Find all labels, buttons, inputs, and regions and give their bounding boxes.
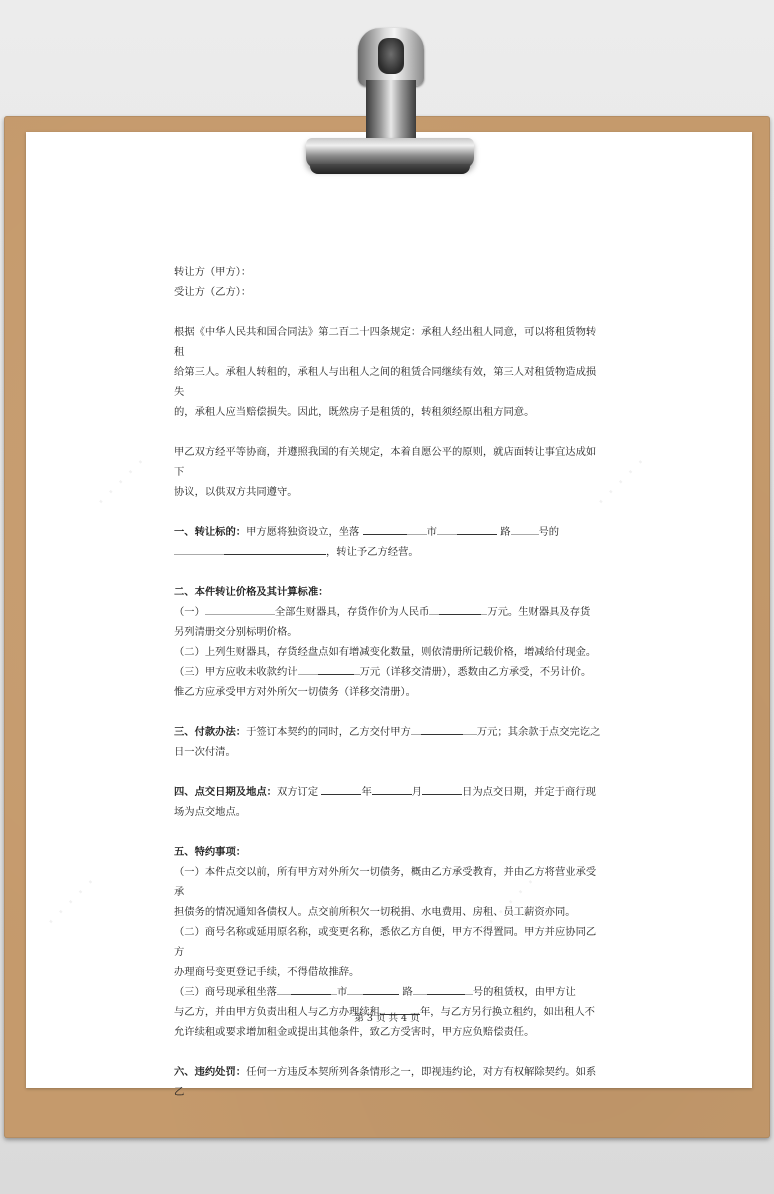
section-4-title: 四、点交日期及地点： <box>174 786 277 798</box>
transferee-line: 受让方（乙方）： <box>174 286 252 298</box>
fill-blank <box>224 542 326 555</box>
section-2-line: 另列清册交分别标明价格。 <box>174 626 298 638</box>
section-5-line: 担债务的情况通知各债权人。点交前所积欠一切税捐、水电费用、房租、员工薪资亦同。 <box>174 906 576 918</box>
watermark: · · · · · <box>40 871 103 934</box>
fill-blank <box>174 542 224 555</box>
section-2-line: （三）甲方应收未收款约计 万元（详移交清册），悉数由乙方承受，不另计价。 <box>174 662 604 682</box>
fill-blank <box>411 722 421 735</box>
fill-blank <box>407 522 427 535</box>
intro-paragraph-line: 给第三人。承租人转租的，承租人与出租人之间的租赁合同继续有效，第三人对租赁物造成损失 <box>174 366 597 398</box>
fill-blank <box>321 782 361 795</box>
page-number: 第 3 页 共 4 页 <box>354 1013 420 1024</box>
section-2-line: （二）上列生财器具，存货经盘点如有增减变化数量，则依清册所记载价格，增减给付现金。 <box>174 646 597 658</box>
watermark: · · · · · <box>480 871 543 934</box>
fill-blank <box>413 982 427 995</box>
fill-blank <box>363 982 399 995</box>
section-3-line: 三、付款办法：于签订本契约的同时，乙方交付甲方 万元；其余款于点交完讫之 <box>174 722 604 742</box>
fill-blank <box>429 602 439 615</box>
fill-blank <box>457 522 497 535</box>
section-2-line: 惟乙方应承受甲方对外所欠一切债务（详移交清册）。 <box>174 686 416 698</box>
section-5-line: 允许续租或要求增加租金或提出其他条件，致乙方受害时，甲方应负赔偿责任。 <box>174 1026 535 1038</box>
section-1-line: 一、转让标的：甲方愿将独资设立，坐落 市 路 号的 <box>174 522 604 542</box>
section-5-line: 与乙方，并由甲方负责出租人与乙方办理续租 年，与乙方另行换立租约，如出租人不 <box>174 1002 604 1022</box>
fill-blank <box>421 722 463 735</box>
contract-text <box>174 262 604 1102</box>
section-5-line: （一）本件点交以前，所有甲方对外所欠一切债务，概由乙方承受教育，并由乙方将营业承受承 <box>174 866 597 898</box>
fill-blank <box>463 722 477 735</box>
intro-paragraph-line: 根据《中华人民共和国合同法》第二百二十四条规定：承租人经出租人同意，可以将租赁物转租 <box>174 326 597 358</box>
fill-blank <box>465 982 473 995</box>
section-1-line: ，转让予乙方经营。 <box>174 542 604 562</box>
fill-blank <box>298 662 318 675</box>
fill-blank <box>347 982 363 995</box>
agreement-paragraph-line: 甲乙双方经平等协商，并遵照我国的有关规定，本着自愿公平的原则，就店面转让事宜达成如下 <box>174 446 597 478</box>
fill-blank <box>439 602 481 615</box>
fill-blank <box>437 522 457 535</box>
fill-blank <box>318 662 354 675</box>
section-5-line: （三）商号现承租坐落 市 路 号的租赁权，由甲方让 <box>174 982 604 1002</box>
section-6-title: 六、违约处罚： <box>174 1066 247 1078</box>
section-2-title: 二、本件转让价格及其计算标准： <box>174 586 329 598</box>
transferor-line: 转让方（甲方）： <box>174 266 252 278</box>
section-3-title: 三、付款办法： <box>174 726 247 738</box>
fill-blank <box>363 522 407 535</box>
section-2-line: （一） 全部生财器具，存货作价为人民币 万元。生财器具及存货 <box>174 602 604 622</box>
section-4-line: 四、点交日期及地点：双方订定 年 月 日为点交日期，并定于商行现 <box>174 782 604 802</box>
intro-paragraph-line: 的，承租人应当赔偿损失。因此，既然房子是租赁的，转租须经原出租方同意。 <box>174 406 535 418</box>
fill-blank <box>277 982 291 995</box>
section-1-title: 一、转让标的： <box>174 526 247 538</box>
fill-blank <box>422 782 462 795</box>
fill-blank <box>291 982 331 995</box>
binder-clip-icon <box>300 24 480 180</box>
agreement-paragraph-line: 协议，以供双方共同遵守。 <box>174 486 298 498</box>
section-5-line: 办理商号变更登记手续，不得借故推辞。 <box>174 966 360 978</box>
section-4-line: 场为点交地点。 <box>174 806 247 818</box>
section-3-line: 日一次付清。 <box>174 746 236 758</box>
watermark: · · · · · <box>590 451 653 514</box>
fill-blank <box>511 522 539 535</box>
watermark: · · · · · <box>90 451 153 514</box>
section-5-line: （二）商号名称或延用原名称，或变更名称，悉依乙方自便，甲方不得置同。甲方并应协同乙方 <box>174 926 597 958</box>
fill-blank <box>427 982 465 995</box>
section-5-title: 五、特约事项： <box>174 846 247 858</box>
section-6-line: 六、违约处罚：任何一方违反本契所列各条情形之一，即视违约论，对方有权解除契约。如系乙 <box>174 1066 597 1098</box>
fill-blank <box>205 602 275 615</box>
fill-blank <box>372 782 412 795</box>
